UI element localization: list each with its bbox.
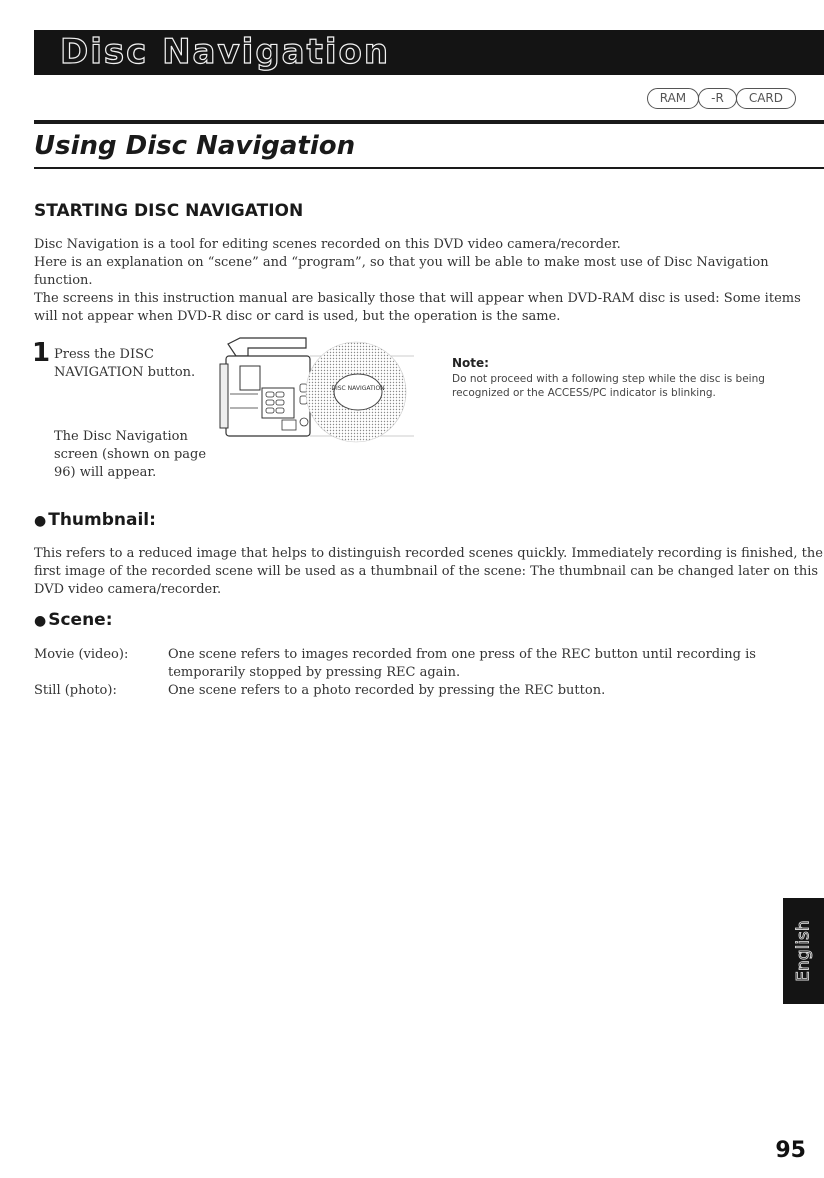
intro-text — [34, 236, 824, 326]
disc-button-label: DISC NAVIGATION — [331, 385, 385, 392]
media-compatibility-tags — [648, 88, 796, 109]
scene-term: Movie (video): — [34, 647, 129, 662]
camcorder-illustration — [218, 336, 414, 446]
media-tag-r: -R — [698, 88, 737, 109]
page-number: 95 — [775, 1138, 806, 1163]
chapter-banner — [34, 30, 824, 75]
bullet-icon: ● — [34, 613, 47, 629]
step-number: 1 — [32, 338, 51, 368]
note-title: Note: — [452, 356, 489, 370]
chapter-title: Disc Navigation — [60, 32, 391, 72]
title-rule-bottom — [34, 167, 824, 169]
camcorder-body — [220, 338, 310, 436]
note-text: Do not proceed with a following step while the disc is being recognized or the ACCESS/PC indicator is blinking. — [452, 373, 765, 399]
language-tab — [783, 898, 824, 1004]
title-rule-top — [34, 120, 824, 124]
intro-paragraph: The screens in this instruction manual are basically those that will appear when DVD-RAM disc is used: Some items will not appear when DVD-R disc or card is used, but the operation is the same. — [34, 291, 801, 324]
thumbnail-text: This refers to a reduced image that helps to distinguish recorded scenes quickly. Immediately recording is finished, the first image of the recorded scene will be used as a thumbnail of the scene: The thumbnail can be changed later on this DVD video camera/recorder. — [34, 546, 823, 597]
scene-definition: One scene refers to images recorded from one press of the REC button until recording is temporarily stopped by pressing REC again. — [168, 647, 756, 680]
subheading: STARTING DISC NAVIGATION — [34, 201, 304, 221]
media-tag-ram: RAM — [647, 88, 699, 109]
scene-term: Still (photo): — [34, 683, 117, 698]
step-result: The Disc Navigation screen (shown on page 96) will appear. — [54, 429, 207, 480]
language-tab-label: English — [793, 920, 814, 982]
scene-heading: ● Scene: — [34, 610, 113, 630]
scene-definition: One scene refers to a photo recorded by pressing the REC button. — [168, 683, 606, 698]
section-title: Using Disc Navigation — [34, 131, 356, 161]
thumbnail-heading: ● Thumbnail: — [34, 510, 156, 530]
note-box — [452, 356, 792, 400]
intro-paragraph: Disc Navigation is a tool for editing scenes recorded on this DVD video camera/recorder. — [34, 237, 621, 252]
media-tag-card: CARD — [736, 88, 796, 109]
step-instruction: Press the DISC NAVIGATION button. — [54, 347, 196, 380]
bullet-icon: ● — [34, 513, 47, 529]
intro-paragraph: Here is an explanation on “scene” and “program”, so that you will be able to make most use of Disc Navigation function. — [34, 255, 769, 288]
